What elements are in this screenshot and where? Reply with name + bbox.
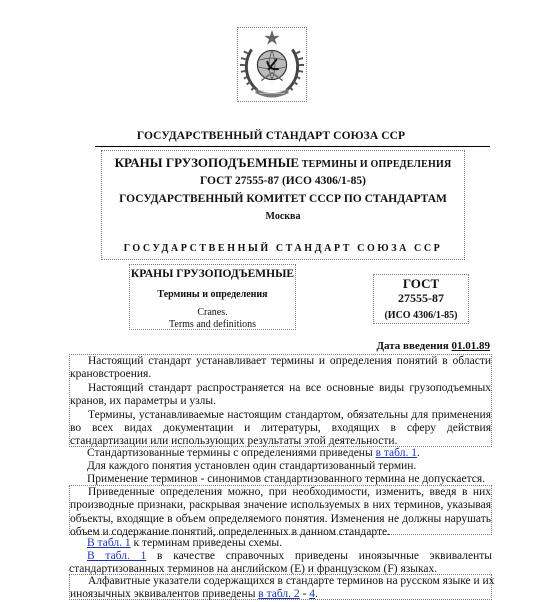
paragraph-schemes (69, 537, 492, 550)
index-text: иноязычных эквивалентов приведены (70, 588, 259, 601)
paragraph-tables (69, 447, 492, 460)
table-2-link[interactable]: в табл. 2 (258, 588, 300, 601)
name-block (129, 264, 296, 330)
date-label: Дата введения (376, 340, 452, 352)
date-value: 01.01.89 (451, 340, 490, 352)
en-subtitle: Terms and definitions (168, 319, 257, 330)
header-rule (95, 146, 490, 147)
paragraph-application: Настоящий стандарт распространяется на все основные виды грузоподъемных кранов, их параметры и узлы. (70, 381, 491, 408)
en-title: Cranes. (197, 307, 228, 318)
title-footer: ГОСУДАРСТВЕННЫЙ СТАНДАРТ СОЮЗА ССР (123, 243, 443, 254)
table-1-equivalents-link[interactable]: В табл. 1 (87, 550, 147, 562)
iso-number: (ИСО 4306/1-85) (384, 310, 458, 321)
title-sub: ТЕРМИНЫ И ОПРЕДЕЛЕНИЯ (299, 159, 452, 170)
paragraph-index-box (69, 574, 495, 601)
city-line: Москва (265, 211, 301, 222)
paragraph-synonyms: Применение терминов - синонимов стандартизованного термина не допускается. (87, 473, 486, 485)
gost-number: 27555-87 (398, 291, 444, 305)
index-end: . (315, 588, 318, 601)
intro-paragraphs (69, 354, 492, 447)
paragraph-equivalents-line2: стандартизованных терминов на английском (Е) и французском (F) языках. (69, 563, 438, 575)
effective-date (300, 340, 490, 352)
paragraph-mandatory: Термины, устанавливаемые настоящим стандартом, обязательны для применения во всех видах документации и литературы, входящих в сферу действия стандартизации или использующих результаты этой деятельности. (70, 408, 491, 448)
paragraph-tables-end: . (416, 447, 420, 459)
paragraph-equivalents-line1 (69, 550, 492, 563)
title-block (101, 150, 465, 260)
ru-title: КРАНЫ ГРУЗОПОДЪЕМНЫЕ (130, 268, 295, 280)
gost-line: ГОСТ 27555-87 (ИСО 4306/1-85) (200, 175, 366, 187)
committee-line: ГОСУДАРСТВЕННЫЙ КОМИТЕТ СССР ПО СТАНДАРТАМ (119, 193, 447, 205)
paragraph-scope: Настоящий стандарт устанавливает термины и определения понятий в области крановстроения. (70, 355, 491, 381)
table-4-link[interactable]: 4 (309, 588, 316, 601)
title-main: КРАНЫ ГРУЗОПОДЪЕМНЫЕ (114, 155, 299, 170)
equivalents-text: в качестве справочных приведены иноязычные эквиваленты (146, 550, 492, 562)
ru-subtitle: Термины и определения (157, 289, 268, 300)
header-title: ГОСУДАРСТВЕННЫЙ СТАНДАРТ СОЮЗА ССР (136, 130, 406, 142)
paragraph-tables-text: Стандартизованные термины с определениями приведены (87, 447, 376, 459)
table-1-schemes-link[interactable]: В табл. 1 (87, 537, 131, 549)
index-sep: - (299, 588, 310, 601)
table-1-link[interactable]: в табл. 1 (375, 447, 417, 459)
paragraph-definitions-box (69, 485, 492, 539)
gost-label: ГОСТ (402, 276, 440, 291)
paragraph-one-term: Для каждого понятия установлен один стандартизованный термин. (87, 460, 417, 472)
state-emblem (237, 27, 307, 102)
index-line1: Алфавитные указатели содержащихся в стандарте терминов на русском языке и их (88, 575, 495, 587)
document-title (102, 155, 464, 171)
paragraph-definitions: Приведенные определения можно, при необходимости, изменить, введя в них производные признаки, раскрывая значение используемых в них терминов, указывая объекты, входящие в объем определяемого понятия. Изменения не должны нарушать объем и содержание понятий, определенных в данном стандарте. (70, 486, 491, 539)
ussr-coat-of-arms-icon (238, 28, 306, 101)
code-block (373, 274, 469, 324)
paragraph-schemes-text: к терминам приведены схемы. (130, 537, 282, 549)
